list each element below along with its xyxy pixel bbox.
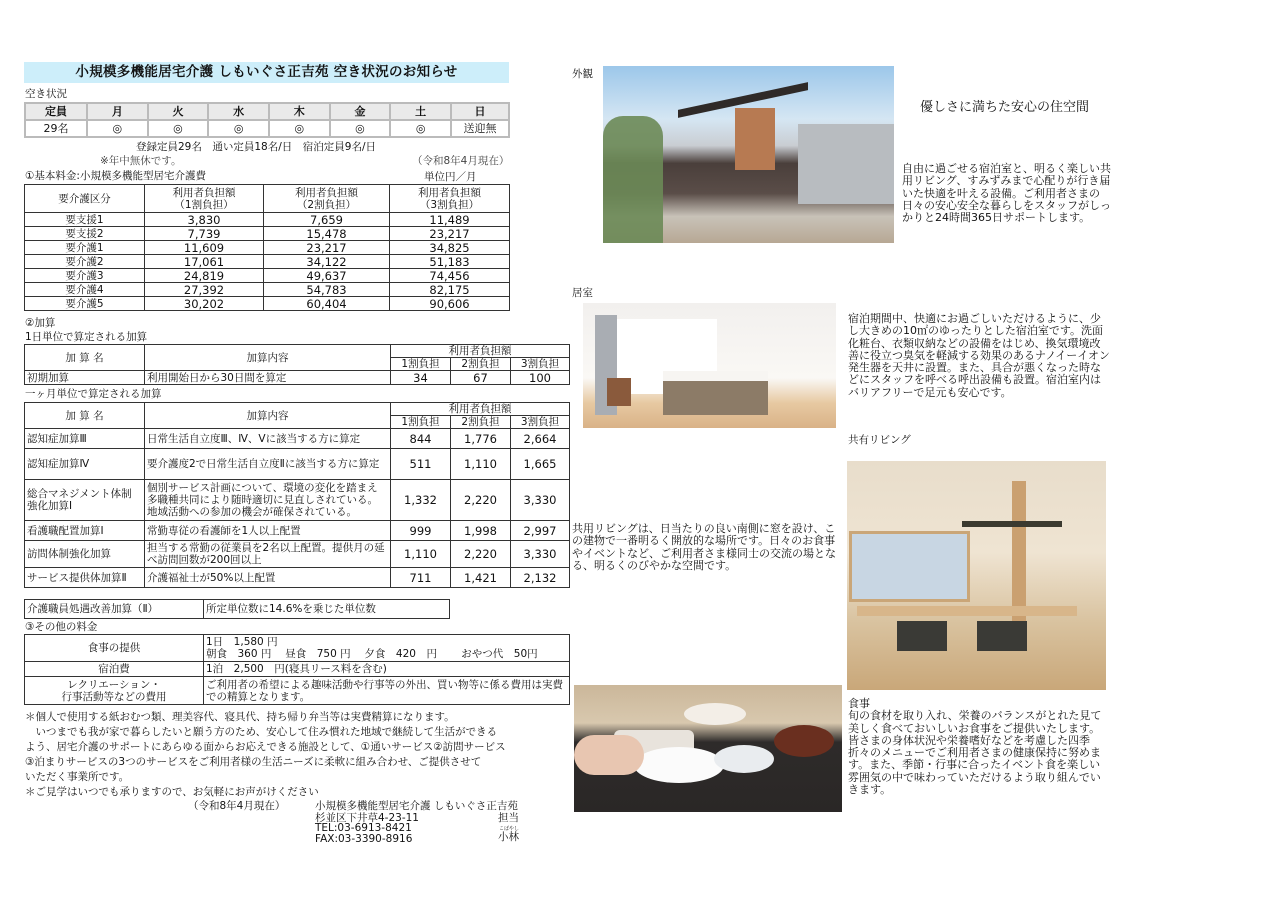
monthly-addons-label: 一ヶ月単位で算定される加算: [25, 388, 162, 400]
table-row: 認知症加算Ⅳ 要介護度2で日常生活自立度Ⅱに該当する方に算定 511 1,110 1,665: [25, 449, 570, 480]
monthly-addons-table: 加 算 名 加算内容 利用者負担額 1割負担 2割負担 3割負担 認知症加算Ⅲ 日常生活自立度Ⅲ、Ⅳ、Ⅴに該当する方に算定 844 1,776 2,664 認知症加算Ⅳ 要介護度2で日常生活自立度Ⅱに該当する方に算定 511 1,110 1,665 総合マネジメント体制強化加算Ⅰ 個別サービス計画について、環境の変化を踏まえ多職種共同により随時適切に見直しされている。地域活動への参加の機会が確保されている。 1,332 2,220 3,330 看護職配置加算Ⅰ 常勤専従の看護師を1人以上配置 999 1,998 2,997 訪問体制強化加算 担当する常勤の従業員を2名以上配置。提供月の延べ訪問回数が200回以上 1,110 2,220 3,330 サービス提供体加算Ⅱ 介護福祉士が50%以上配置 711 1,421 2,132: [24, 402, 570, 588]
avail-wed: ◎: [208, 120, 269, 137]
living-text: 共用リビングは、日当たりの良い南側に窓を設け、この建物で一番明るく開放的な場所です。日々のお食事やイベントなど、ご利用者さま様同士の交流の場となる、明るくのびやかな空間です。: [572, 522, 836, 572]
avail-tue: ◎: [148, 120, 209, 137]
table-row: 要支援1 3,830 7,659 11,489: [25, 213, 510, 227]
table-row: 初期加算 利用開始日から30日間を算定 34 67 100: [25, 371, 570, 385]
exterior-text: 自由に過ごせる宿泊室と、明るく楽しい共用リビング、すみずみまで心配りが行き届いた快適を叶える設備。ご利用者さまの日々の安心安全な暮らしをスタッフがしっかりと24時間365日サポートします。: [902, 162, 1111, 225]
table-row: 要支援2 7,739 15,478 23,217: [25, 227, 510, 241]
availability-label: 空き状況: [25, 88, 67, 100]
table-row: 食事の提供 1日 1,580 円 朝食 360 円 昼食 750 円 夕食 420 円 おやつ代 50円: [25, 635, 570, 662]
staff-name: 小林: [498, 831, 519, 843]
table-row: 総合マネジメント体制強化加算Ⅰ 個別サービス計画について、環境の変化を踏まえ多職種共同により随時適切に見直しされている。地域活動への参加の機会が確保されている。 1,332 2,220 3,330: [25, 480, 570, 521]
avail-sun: 送迎無: [451, 120, 509, 137]
header-burden-3: 利用者負担額 （3割負担）: [390, 185, 510, 213]
header-capacity: 定員: [25, 103, 87, 120]
exterior-headline: 優しさに満ちた安心の住空間: [920, 100, 1090, 115]
open-note: ※年中無休です。: [100, 155, 182, 167]
improvement-addon-table: 介護職員処遇改善加算（Ⅱ） 所定単位数に14.6%を乗じた単位数: [24, 599, 450, 619]
page-title: 小規模多機能居宅介護 しもいぐさ正吉苑 空き状況のお知らせ: [24, 62, 509, 83]
table-row: 要介護4 27,392 54,783 82,175: [25, 283, 510, 297]
header-sat: 土: [390, 103, 451, 120]
unit-label: 単位円／月: [424, 171, 477, 183]
header-fri: 金: [330, 103, 391, 120]
table-row: 認知症加算Ⅲ 日常生活自立度Ⅲ、Ⅳ、Ⅴに該当する方に算定 844 1,776 2,664: [25, 429, 570, 449]
notes-block: ＊個人で使用する紙おむつ類、理美容代、寝具代、持ち帰り弁当等は実費精算になります。 いつまでも我が家で暮らしたいと願う方のため、安心して住み慣れた地域で継続して生活ができる よう、居宅介護のサポートにあらゆる面からお応えできる施設として、①通いサービス②訪問サービス ③泊まりサービスの3つのサービスをご利用者様の生活ニーズに柔軟に組み合わせ、ご提供させて いただく事業所です。 ＊ご見学はいつでも承りますので、お気軽にお声がけください: [25, 711, 506, 798]
meal-label: 食事: [848, 697, 870, 710]
table-row: 訪問体制強化加算 担当する常勤の従業員を2名以上配置。提供月の延べ訪問回数が200回以上 1,110 2,220 3,330: [25, 541, 570, 568]
note-expenses: ＊個人で使用する紙おむつ類、理美容代、寝具代、持ち帰り弁当等は実費精算になります。: [25, 711, 455, 723]
living-label: 共有リビング: [848, 434, 911, 446]
note-visit: ＊ご見学はいつでも承りますので、お気軽にお声がけください: [25, 786, 319, 798]
daily-addons-table: 加 算 名 加算内容 利用者負担額 1割負担 2割負担 3割負担 初期加算 利用開始日から30日間を算定 34 67 100: [24, 344, 570, 385]
table-row: 要介護2 17,061 34,122 51,183: [25, 255, 510, 269]
daily-addons-label: 1日単位で算定される加算: [25, 331, 148, 343]
addons-label: ②加算: [25, 317, 56, 329]
avail-mon: ◎: [87, 120, 148, 137]
table-row: 要介護5 30,202 60,404 90,606: [25, 297, 510, 311]
room-label: 居室: [572, 287, 593, 299]
header-care-level: 要介護区分: [25, 185, 145, 213]
header-burden-1: 利用者負担額 （1割負担）: [145, 185, 264, 213]
capacity-note: 登録定員29名 通い定員18名/日 宿泊定員9名/日: [136, 141, 376, 153]
avail-sat: ◎: [390, 120, 451, 137]
avail-thu: ◎: [269, 120, 330, 137]
footer-as-of: （令和8年4月現在）: [188, 800, 286, 812]
header-mon: 月: [87, 103, 148, 120]
meal-text: 旬の食材を取り入れ、栄養のバランスがとれた見て美しく食べておいしいお食事をご提供いたします。皆さまの身体状況や栄養嗜好などを考慮した四季折々のメニューでご利用者さまの健康保持に努めます。また、季節・行事に合ったイベント食を楽しい雰囲気の中で味わっていただけるよう取り組んでいきます。: [848, 709, 1102, 797]
living-photo: [847, 461, 1106, 690]
room-text: 宿泊期間中、快適にお過ごしいただけるように、少し大きめの10㎡のゆったりとした宿泊室です。洗面化粧台、衣類収納などの設備をはじめ、換気環境改善に役立つ臭気を軽減する効果のあるナノイーイオン発生器を天井に設置。また、具合が悪くなった時などにスタッフを呼べる呼出設備も設置。宿泊室内はバリアフリーで足元も安心です。: [848, 312, 1110, 399]
capacity-value: 29名: [25, 120, 87, 137]
staff-ruby: こばやし: [499, 826, 520, 832]
table-row: サービス提供体加算Ⅱ 介護福祉士が50%以上配置 711 1,421 2,132: [25, 568, 570, 588]
other-fees-table: [24, 634, 570, 705]
fax: FAX:03-3390-8916: [315, 833, 413, 845]
table-row: 要介護3 24,819 49,637 74,456: [25, 269, 510, 283]
table-row: レクリエーション・ 行事活動等などの費用 ご利用者の希望による趣味活動や行事等の外出、買い物等に係る費用は実費での精算となります。: [25, 677, 570, 705]
address: 杉並区下井草4-23-11: [315, 812, 419, 824]
table-row: 宿泊費 1泊 2,500 円(寝具リース料を含む): [25, 662, 570, 677]
basic-fee-label: ①基本料金:小規模多機能型居宅介護費: [25, 170, 206, 182]
header-sun: 日: [451, 103, 509, 120]
table-row: 看護職配置加算Ⅰ 常勤専従の看護師を1人以上配置 999 1,998 2,997: [25, 521, 570, 541]
exterior-label: 外観: [572, 68, 593, 80]
meal-photo: [574, 685, 842, 812]
other-fees-label: ③その他の料金: [25, 621, 98, 633]
avail-fri: ◎: [330, 120, 391, 137]
header-tue: 火: [148, 103, 209, 120]
table-row: 要介護1 11,609 23,217 34,825: [25, 241, 510, 255]
room-photo: [583, 303, 836, 428]
exterior-photo: [603, 66, 894, 243]
meal-block: [848, 698, 1110, 796]
availability-table: [24, 102, 510, 138]
as-of-date: （令和8年4月現在）: [412, 155, 510, 167]
staff-label: 担当: [498, 812, 519, 824]
facility-name: 小規模多機能型居宅介護 しもいぐさ正吉苑: [315, 800, 518, 812]
header-burden-2: 利用者負担額 （2割負担）: [264, 185, 390, 213]
header-wed: 水: [208, 103, 269, 120]
basic-fee-table: [24, 184, 510, 311]
header-thu: 木: [269, 103, 330, 120]
tel: TEL:03-6913-8421: [315, 822, 412, 834]
